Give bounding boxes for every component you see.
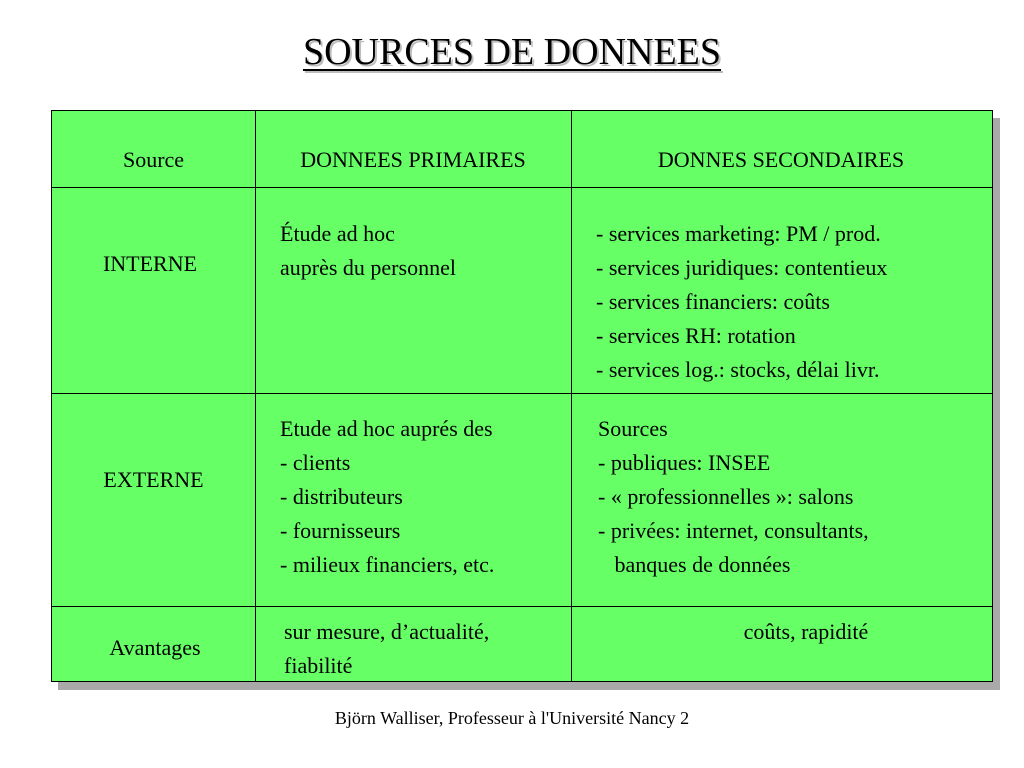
footer-credit: Björn Walliser, Professeur à l'Université Nancy 2 — [334, 708, 690, 728]
externe-secondary-line: - privées: internet, consultants, — [598, 518, 869, 543]
page-title: SOURCES DE DONNEES — [302, 31, 722, 73]
avantages-secondary-line: coûts, rapidité — [743, 619, 869, 644]
interne-primary-line: auprès du personnel — [280, 255, 456, 280]
row-label-interne: INTERNE — [102, 251, 198, 276]
externe-secondary-line: - publiques: INSEE — [598, 450, 771, 475]
interne-secondary-line: - services juridiques: contentieux — [596, 255, 888, 280]
externe-secondary — [598, 412, 869, 582]
externe-primary-line: - distributeurs — [280, 484, 403, 509]
externe-primary — [280, 412, 494, 582]
row-divider — [52, 606, 992, 607]
data-sources-table — [51, 110, 993, 682]
interne-primary — [280, 217, 456, 285]
row-divider — [52, 187, 992, 188]
column-divider — [255, 111, 256, 681]
header-secondary: DONNES SECONDAIRES — [657, 147, 905, 172]
interne-secondary-line: - services RH: rotation — [596, 323, 796, 348]
avantages-secondary — [571, 615, 1024, 649]
externe-secondary-line: banques de données — [598, 552, 791, 577]
interne-secondary — [596, 217, 887, 387]
header-primary: DONNEES PRIMAIRES — [300, 147, 526, 172]
row-label-avantages: Avantages — [109, 635, 201, 660]
column-divider — [571, 111, 572, 681]
avantages-primary-line: fiabilité — [284, 653, 353, 678]
interne-secondary-line: - services marketing: PM / prod. — [596, 221, 881, 246]
externe-primary-line: - fournisseurs — [280, 518, 401, 543]
externe-secondary-line: - « professionnelles »: salons — [598, 484, 854, 509]
row-label-externe: EXTERNE — [103, 467, 204, 492]
externe-primary-line: Etude ad hoc auprés des — [280, 416, 493, 441]
interne-primary-line: Étude ad hoc — [280, 221, 395, 246]
externe-primary-line: - milieux financiers, etc. — [280, 552, 495, 577]
avantages-primary — [284, 615, 489, 683]
avantages-primary-line: sur mesure, d’actualité, — [284, 619, 490, 644]
header-source: Source — [122, 147, 185, 172]
interne-secondary-line: - services financiers: coûts — [596, 289, 830, 314]
externe-primary-line: - clients — [280, 450, 351, 475]
externe-secondary-line: Sources — [598, 416, 668, 441]
row-divider — [52, 393, 992, 394]
interne-secondary-line: - services log.: stocks, délai livr. — [596, 357, 880, 382]
